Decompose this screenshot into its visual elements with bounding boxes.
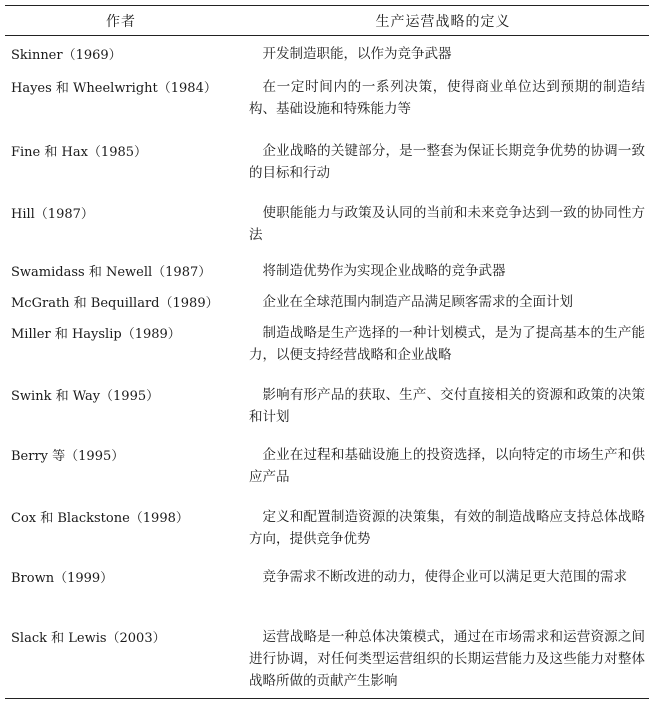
author-cell: Miller 和 Hayslip（1989） xyxy=(11,326,181,342)
table-row xyxy=(5,559,649,619)
definition-cell: 在一定时间内的一系列决策，使得商业单位达到预期的制造结构、基础设施和特殊能力等 xyxy=(249,78,645,117)
author-cell: Berry 等（1995） xyxy=(11,448,125,464)
author-cell: Cox 和 Blackstone（1998） xyxy=(11,510,189,526)
author-cell: Swink 和 Way（1995） xyxy=(11,388,160,404)
author-cell: Hill（1987） xyxy=(11,206,94,222)
table-row xyxy=(5,437,649,499)
author-column-header: 作者 xyxy=(5,6,237,36)
author-cell: Hayes 和 Wheelwright（1984） xyxy=(11,80,217,96)
definition-cell: 定义和配置制造资源的决策集，有效的制造战略应支持总体战略方向，提供竞争优势 xyxy=(249,508,645,547)
definition-cell: 竞争需求不断改进的动力，使得企业可以满足更大范围的需求 xyxy=(262,568,627,585)
definition-cell: 将制造优势作为实现企业战略的竞争武器 xyxy=(262,262,506,279)
author-cell: Swamidass 和 Newell（1987） xyxy=(11,264,212,280)
table-row xyxy=(5,315,649,377)
definition-column-header: 生产运营战略的定义 xyxy=(237,6,649,36)
table-row xyxy=(5,499,649,559)
table-row xyxy=(5,195,649,253)
author-cell: Skinner（1969） xyxy=(11,48,122,63)
author-cell: McGrath 和 Bequillard（1989） xyxy=(11,295,219,311)
table-header xyxy=(5,6,649,36)
definition-cell: 制造战略是生产选择的一种计划模式，是为了提高基本的生产能力，以便支持经营战略和企业战略 xyxy=(249,324,645,363)
table-row xyxy=(5,619,649,699)
definitions-table xyxy=(5,5,649,699)
definition-cell: 企业战略的关键部分，是一整套为保证长期竞争优势的协调一致的目标和行动 xyxy=(249,142,645,181)
definition-cell: 企业在过程和基础设施上的投资选择，以向特定的市场生产和供应产品 xyxy=(249,446,645,485)
author-cell: Slack 和 Lewis（2003） xyxy=(5,619,237,699)
table-row xyxy=(5,284,649,315)
definition-cell: 影响有形产品的获取、生产、交付直接相关的资源和政策的决策和计划 xyxy=(249,386,645,425)
table-row xyxy=(5,253,649,284)
table-body xyxy=(5,36,649,699)
header-row xyxy=(5,6,649,36)
author-cell: Brown（1999） xyxy=(11,570,114,586)
definition-cell: 使职能能力与政策及认同的当前和未来竞争达到一致的协同性方法 xyxy=(249,204,645,243)
table-row xyxy=(5,377,649,437)
table-row xyxy=(5,36,649,69)
definition-cell: 企业在全球范围内制造产品满足顾客需求的全面计划 xyxy=(262,293,573,310)
table-row xyxy=(5,69,649,133)
table-row xyxy=(5,133,649,195)
author-cell: Fine 和 Hax（1985） xyxy=(11,144,148,160)
definition-cell: 开发制造职能，以作为竞争武器 xyxy=(262,46,452,62)
definition-cell: 运营战略是一种总体决策模式，通过在市场需求和运营资源之间进行协调，对任何类型运营组织的长期运营能力及这些能力对整体战略所做的贡献产生影响 xyxy=(237,619,649,699)
